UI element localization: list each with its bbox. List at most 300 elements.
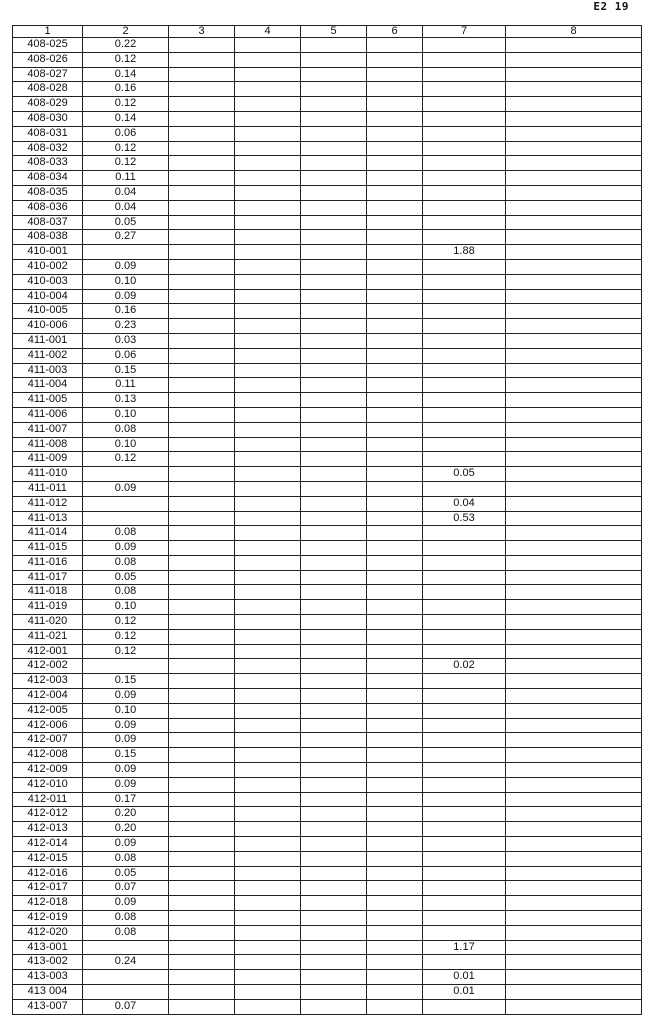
column-header: 1	[13, 26, 83, 38]
cell-empty	[235, 422, 301, 437]
cell-empty	[301, 126, 367, 141]
cell-col2: 0.13	[83, 393, 169, 408]
cell-col2: 0.20	[83, 807, 169, 822]
cell-empty	[235, 52, 301, 67]
cell-empty	[301, 378, 367, 393]
cell-empty	[169, 837, 235, 852]
cell-empty	[301, 615, 367, 630]
cell-empty	[169, 348, 235, 363]
cell-col7	[423, 555, 506, 570]
cell-id: 408-025	[13, 38, 83, 53]
cell-col7	[423, 393, 506, 408]
cell-id: 410-003	[13, 274, 83, 289]
cell-empty	[506, 985, 642, 1000]
cell-empty	[301, 600, 367, 615]
cell-col2: 0.15	[83, 674, 169, 689]
table-row	[13, 126, 642, 141]
cell-col2	[83, 940, 169, 955]
cell-empty	[506, 333, 642, 348]
cell-empty	[367, 925, 423, 940]
cell-empty	[235, 437, 301, 452]
cell-empty	[235, 674, 301, 689]
cell-empty	[169, 126, 235, 141]
cell-id: 413-007	[13, 999, 83, 1014]
cell-empty	[301, 777, 367, 792]
data-table	[12, 25, 642, 1015]
cell-col2: 0.10	[83, 274, 169, 289]
cell-id: 411-011	[13, 481, 83, 496]
table-row	[13, 156, 642, 171]
cell-empty	[367, 274, 423, 289]
cell-col2: 0.11	[83, 171, 169, 186]
cell-col2: 0.12	[83, 52, 169, 67]
cell-col2	[83, 467, 169, 482]
cell-empty	[169, 422, 235, 437]
cell-empty	[506, 999, 642, 1014]
cell-empty	[169, 600, 235, 615]
cell-col2: 0.04	[83, 200, 169, 215]
table-row	[13, 511, 642, 526]
cell-id: 411-019	[13, 600, 83, 615]
cell-id: 408-034	[13, 171, 83, 186]
cell-col7: 1.17	[423, 940, 506, 955]
cell-empty	[367, 289, 423, 304]
table-row	[13, 629, 642, 644]
table-row	[13, 378, 642, 393]
cell-col7	[423, 748, 506, 763]
cell-empty	[506, 866, 642, 881]
table-row	[13, 215, 642, 230]
cell-col7	[423, 289, 506, 304]
cell-empty	[169, 304, 235, 319]
cell-empty	[367, 393, 423, 408]
cell-col7	[423, 97, 506, 112]
cell-col2: 0.12	[83, 156, 169, 171]
cell-col2: 0.10	[83, 437, 169, 452]
cell-empty	[506, 763, 642, 778]
cell-empty	[169, 748, 235, 763]
table-row	[13, 896, 642, 911]
table-row	[13, 615, 642, 630]
cell-empty	[367, 585, 423, 600]
cell-empty	[506, 304, 642, 319]
cell-empty	[367, 363, 423, 378]
table-row	[13, 437, 642, 452]
page-number-label: E2 19	[593, 0, 629, 13]
cell-col2: 0.09	[83, 718, 169, 733]
cell-empty	[301, 200, 367, 215]
table-row	[13, 274, 642, 289]
table-row	[13, 792, 642, 807]
cell-col2	[83, 659, 169, 674]
table-row	[13, 319, 642, 334]
cell-col7	[423, 407, 506, 422]
cell-empty	[301, 393, 367, 408]
cell-empty	[367, 348, 423, 363]
cell-col2: 0.14	[83, 67, 169, 82]
cell-id: 411-002	[13, 348, 83, 363]
table-row	[13, 703, 642, 718]
cell-empty	[169, 38, 235, 53]
cell-empty	[169, 52, 235, 67]
cell-id: 412-002	[13, 659, 83, 674]
cell-empty	[169, 585, 235, 600]
table-row	[13, 171, 642, 186]
cell-empty	[169, 659, 235, 674]
cell-empty	[506, 851, 642, 866]
cell-id: 411-017	[13, 570, 83, 585]
cell-empty	[367, 792, 423, 807]
cell-empty	[169, 274, 235, 289]
cell-empty	[235, 822, 301, 837]
cell-id: 408-028	[13, 82, 83, 97]
cell-empty	[506, 777, 642, 792]
cell-col2: 0.23	[83, 319, 169, 334]
cell-empty	[235, 289, 301, 304]
cell-col7	[423, 437, 506, 452]
cell-empty	[301, 792, 367, 807]
cell-empty	[301, 215, 367, 230]
cell-empty	[235, 245, 301, 260]
cell-col7	[423, 585, 506, 600]
cell-empty	[169, 511, 235, 526]
cell-empty	[506, 570, 642, 585]
cell-id: 412-005	[13, 703, 83, 718]
cell-empty	[506, 481, 642, 496]
cell-col7	[423, 185, 506, 200]
cell-id: 411-016	[13, 555, 83, 570]
table-row	[13, 985, 642, 1000]
cell-id: 412-018	[13, 896, 83, 911]
cell-empty	[169, 156, 235, 171]
cell-empty	[235, 570, 301, 585]
cell-empty	[367, 526, 423, 541]
cell-empty	[301, 38, 367, 53]
cell-id: 412-006	[13, 718, 83, 733]
cell-empty	[169, 452, 235, 467]
cell-empty	[235, 333, 301, 348]
cell-empty	[301, 97, 367, 112]
cell-col7	[423, 348, 506, 363]
cell-col7	[423, 171, 506, 186]
cell-empty	[301, 407, 367, 422]
cell-empty	[169, 925, 235, 940]
cell-empty	[367, 38, 423, 53]
cell-empty	[169, 378, 235, 393]
cell-empty	[506, 111, 642, 126]
cell-id: 408-027	[13, 67, 83, 82]
cell-empty	[367, 777, 423, 792]
cell-col2: 0.10	[83, 407, 169, 422]
cell-empty	[506, 896, 642, 911]
cell-col2: 0.10	[83, 703, 169, 718]
cell-empty	[301, 748, 367, 763]
cell-empty	[367, 496, 423, 511]
cell-empty	[367, 940, 423, 955]
cell-empty	[506, 837, 642, 852]
cell-col7	[423, 304, 506, 319]
cell-empty	[235, 156, 301, 171]
cell-col2: 0.10	[83, 600, 169, 615]
cell-empty	[301, 703, 367, 718]
table-row	[13, 955, 642, 970]
table-row	[13, 541, 642, 556]
cell-empty	[506, 467, 642, 482]
cell-empty	[169, 644, 235, 659]
cell-col2: 0.07	[83, 999, 169, 1014]
cell-col7	[423, 67, 506, 82]
cell-empty	[506, 792, 642, 807]
cell-empty	[506, 970, 642, 985]
cell-empty	[235, 703, 301, 718]
cell-col7	[423, 718, 506, 733]
cell-col7	[423, 215, 506, 230]
cell-empty	[235, 111, 301, 126]
cell-id: 410-001	[13, 245, 83, 260]
cell-empty	[367, 733, 423, 748]
cell-empty	[367, 452, 423, 467]
table-row	[13, 393, 642, 408]
cell-empty	[367, 718, 423, 733]
cell-empty	[367, 245, 423, 260]
cell-empty	[367, 807, 423, 822]
cell-empty	[506, 156, 642, 171]
cell-id: 411-014	[13, 526, 83, 541]
cell-col7	[423, 156, 506, 171]
cell-empty	[169, 615, 235, 630]
cell-col7	[423, 733, 506, 748]
cell-empty	[301, 511, 367, 526]
cell-col7	[423, 111, 506, 126]
cell-empty	[235, 792, 301, 807]
cell-empty	[506, 600, 642, 615]
cell-col7: 0.04	[423, 496, 506, 511]
cell-col2: 0.08	[83, 422, 169, 437]
cell-empty	[235, 777, 301, 792]
cell-empty	[367, 200, 423, 215]
cell-empty	[301, 185, 367, 200]
cell-empty	[301, 496, 367, 511]
cell-empty	[235, 259, 301, 274]
cell-col2: 0.12	[83, 452, 169, 467]
cell-empty	[235, 378, 301, 393]
cell-empty	[235, 97, 301, 112]
cell-empty	[367, 467, 423, 482]
cell-empty	[301, 437, 367, 452]
cell-empty	[169, 333, 235, 348]
cell-empty	[235, 526, 301, 541]
cell-id: 412-015	[13, 851, 83, 866]
cell-col7	[423, 955, 506, 970]
cell-empty	[301, 985, 367, 1000]
cell-col2: 0.20	[83, 822, 169, 837]
cell-empty	[301, 585, 367, 600]
cell-empty	[169, 437, 235, 452]
cell-col7	[423, 777, 506, 792]
cell-id: 411-020	[13, 615, 83, 630]
cell-empty	[235, 644, 301, 659]
cell-empty	[367, 141, 423, 156]
cell-col7	[423, 851, 506, 866]
cell-empty	[367, 333, 423, 348]
cell-col7	[423, 792, 506, 807]
cell-empty	[301, 141, 367, 156]
cell-col2: 0.17	[83, 792, 169, 807]
cell-empty	[301, 467, 367, 482]
cell-id: 408-037	[13, 215, 83, 230]
cell-empty	[506, 526, 642, 541]
table-row	[13, 481, 642, 496]
cell-col2: 0.05	[83, 866, 169, 881]
cell-col2: 0.16	[83, 304, 169, 319]
cell-col2	[83, 245, 169, 260]
cell-empty	[367, 511, 423, 526]
cell-col7	[423, 999, 506, 1014]
cell-empty	[506, 126, 642, 141]
cell-empty	[235, 585, 301, 600]
cell-empty	[169, 985, 235, 1000]
cell-empty	[235, 82, 301, 97]
cell-empty	[367, 215, 423, 230]
cell-empty	[367, 422, 423, 437]
cell-id: 412-007	[13, 733, 83, 748]
cell-id: 411-015	[13, 541, 83, 556]
column-header: 8	[506, 26, 642, 38]
cell-col7: 1.88	[423, 245, 506, 260]
cell-empty	[235, 615, 301, 630]
cell-col7	[423, 600, 506, 615]
cell-empty	[169, 689, 235, 704]
cell-col2	[83, 970, 169, 985]
cell-empty	[169, 541, 235, 556]
cell-col2: 0.09	[83, 481, 169, 496]
cell-empty	[235, 970, 301, 985]
cell-empty	[301, 452, 367, 467]
cell-empty	[235, 541, 301, 556]
cell-id: 412-010	[13, 777, 83, 792]
cell-col7	[423, 837, 506, 852]
cell-empty	[367, 703, 423, 718]
cell-empty	[301, 67, 367, 82]
cell-empty	[169, 259, 235, 274]
cell-empty	[235, 718, 301, 733]
cell-col7	[423, 541, 506, 556]
cell-empty	[235, 38, 301, 53]
cell-col2	[83, 985, 169, 1000]
cell-empty	[169, 807, 235, 822]
cell-empty	[301, 925, 367, 940]
cell-col2: 0.07	[83, 881, 169, 896]
cell-col7	[423, 644, 506, 659]
cell-empty	[235, 200, 301, 215]
cell-empty	[169, 792, 235, 807]
cell-empty	[301, 674, 367, 689]
cell-col7	[423, 319, 506, 334]
cell-empty	[235, 511, 301, 526]
cell-col2: 0.05	[83, 570, 169, 585]
cell-col2: 0.12	[83, 141, 169, 156]
cell-id: 408-036	[13, 200, 83, 215]
cell-id: 412-009	[13, 763, 83, 778]
cell-empty	[301, 111, 367, 126]
table-row	[13, 689, 642, 704]
cell-col2: 0.08	[83, 526, 169, 541]
cell-empty	[235, 689, 301, 704]
cell-empty	[506, 215, 642, 230]
cell-col7	[423, 807, 506, 822]
cell-empty	[301, 82, 367, 97]
cell-empty	[506, 511, 642, 526]
cell-empty	[169, 245, 235, 260]
table-row	[13, 259, 642, 274]
column-header: 7	[423, 26, 506, 38]
cell-empty	[506, 911, 642, 926]
cell-empty	[169, 955, 235, 970]
table-row	[13, 881, 642, 896]
cell-empty	[235, 940, 301, 955]
cell-empty	[367, 851, 423, 866]
cell-empty	[506, 52, 642, 67]
cell-col7	[423, 674, 506, 689]
cell-col7	[423, 822, 506, 837]
cell-col7	[423, 333, 506, 348]
cell-empty	[301, 999, 367, 1014]
cell-col7	[423, 200, 506, 215]
cell-empty	[367, 985, 423, 1000]
table-row	[13, 837, 642, 852]
cell-empty	[169, 881, 235, 896]
cell-empty	[169, 674, 235, 689]
table-row	[13, 600, 642, 615]
cell-empty	[367, 629, 423, 644]
cell-empty	[506, 629, 642, 644]
cell-col7: 0.01	[423, 985, 506, 1000]
cell-empty	[169, 703, 235, 718]
cell-empty	[169, 363, 235, 378]
cell-empty	[506, 38, 642, 53]
cell-col7	[423, 763, 506, 778]
cell-id: 408-035	[13, 185, 83, 200]
cell-id: 411-005	[13, 393, 83, 408]
cell-empty	[506, 378, 642, 393]
table-row	[13, 185, 642, 200]
cell-empty	[301, 896, 367, 911]
cell-id: 408-029	[13, 97, 83, 112]
cell-empty	[367, 955, 423, 970]
cell-col7	[423, 526, 506, 541]
cell-id: 412-012	[13, 807, 83, 822]
cell-id: 412-003	[13, 674, 83, 689]
table-row	[13, 659, 642, 674]
cell-id: 412-020	[13, 925, 83, 940]
cell-col2: 0.09	[83, 763, 169, 778]
cell-empty	[235, 837, 301, 852]
cell-empty	[367, 185, 423, 200]
cell-id: 408-033	[13, 156, 83, 171]
cell-col7	[423, 481, 506, 496]
column-header: 6	[367, 26, 423, 38]
table-row	[13, 748, 642, 763]
table-row	[13, 348, 642, 363]
cell-empty	[301, 52, 367, 67]
table-row	[13, 230, 642, 245]
table-row	[13, 940, 642, 955]
cell-empty	[235, 141, 301, 156]
cell-empty	[506, 940, 642, 955]
cell-empty	[367, 644, 423, 659]
cell-empty	[169, 230, 235, 245]
cell-empty	[169, 911, 235, 926]
